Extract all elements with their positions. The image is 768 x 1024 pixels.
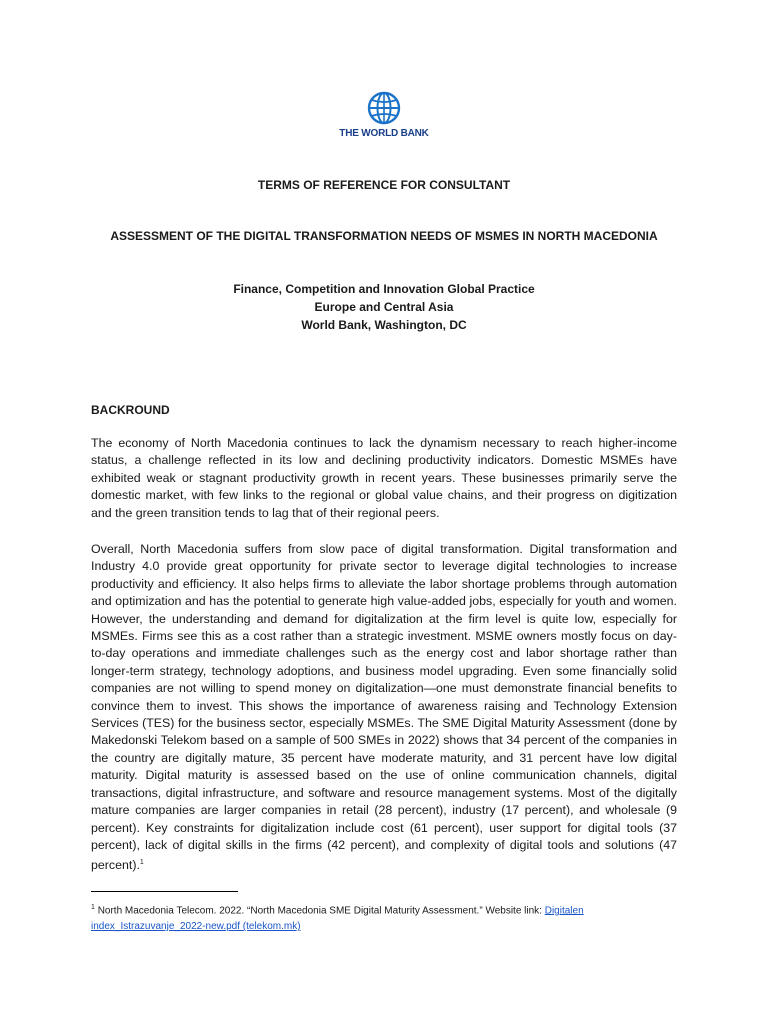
practice-line-1: Finance, Competition and Innovation Global Practice	[233, 282, 535, 296]
paragraph-2	[91, 541, 677, 875]
globe-icon	[365, 90, 403, 126]
paragraph-2-text: Overall, North Macedonia suffers from slow pace of digital transformation. Digital transformation and Industry 4.0 provide great opportunity for private sector to leverage digital technologies to increase productivity and efficiency. It also helps firms to alleviate the labor shortage problems through automation and optimization and has the potential to generate high value-added jobs, especially for youth and women. However, the understanding and demand for digitalization at the firm level is quite low, especially for MSMEs. Firms see this as a cost rather than a strategic investment. MSME owners mostly focus on day-to-day operations and immediate challenges such as the energy cost and labor shortage rather than longer-term strategy, technology adoptions, and business model upgrading. Even some financially solid companies are not willing to spend money on digitalization—one must demonstrate financial benefits to convince them to invest. This shows the importance of awareness raising and Technology Extension Services (TES) for the business sector, especially MSMEs. The SME Digital Maturity Assessment (done by Makedonski Telekom based on a sample of 500 SMEs in 2022) shows that 34 percent of the companies in the country are digitally mature, 35 percent have moderate maturity, and 31 percent have low digital maturity. Digital maturity is assessed based on the use of online communication channels, digital transactions, digital infrastructure, and software and resource management systems. Most of the digitally mature companies are larger companies in retail (28 percent), industry (17 percent), and wholesale (9 percent). Key constraints for digitalization include cost (61 percent), user support for digital tools (37 percent), lack of digital skills in the firms (42 percent), and complexity of digital tools and solutions (47 percent).	[91, 542, 677, 873]
footnote	[91, 900, 677, 935]
practice-line-2: Europe and Central Asia	[314, 300, 454, 314]
footnote-marker: 1	[91, 904, 95, 911]
practice-line-3: World Bank, Washington, DC	[301, 318, 467, 332]
logo-text: THE WORLD BANK	[339, 128, 429, 139]
world-bank-logo	[334, 90, 434, 139]
footnote-link[interactable]: Digitalen index_Istrazuvanje_2022-new.pdf (telekom.mk)	[91, 905, 584, 933]
footnote-reference[interactable]: 1	[139, 859, 144, 867]
section-heading: BACKROUND	[91, 403, 170, 417]
footnote-divider	[91, 891, 238, 892]
footnote-text: North Macedonia Telecom. 2022. “North Macedonia SME Digital Maturity Assessment.” Website link:	[97, 905, 545, 917]
paragraph-1-text: The economy of North Macedonia continues to lack the dynamism necessary to reach higher-income status, a challenge reflected in its low and declining productivity indicators. Domestic MSMEs have exhibited weak or stagnant productivity growth in recent years. These businesses primarily serve the domestic market, with few links to the regional or global value chains, and their progress on digitization and the green transition tends to lag that of their regional peers.	[91, 436, 677, 520]
document-subtitle: ASSESSMENT OF THE DIGITAL TRANSFORMATION NEEDS OF MSMES IN NORTH MACEDONIA	[110, 229, 658, 243]
document-title: TERMS OF REFERENCE FOR CONSULTANT	[257, 178, 511, 192]
paragraph-1	[91, 435, 677, 522]
practice-block	[0, 280, 768, 334]
